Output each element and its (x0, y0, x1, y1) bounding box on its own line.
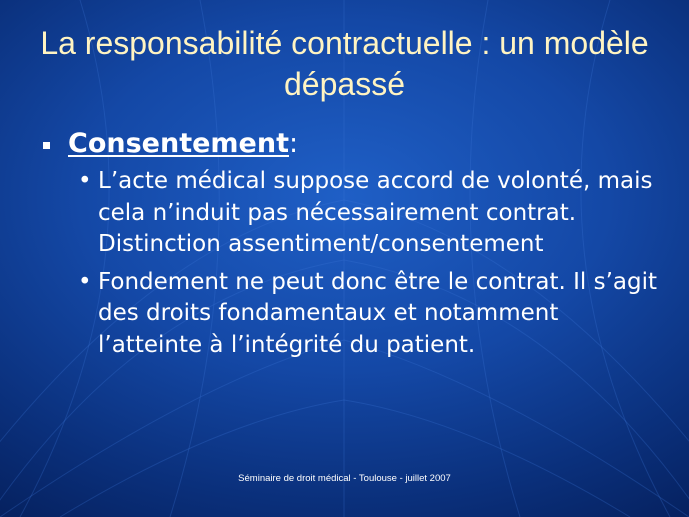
bullet-heading: Consentement (68, 128, 289, 159)
sub-bullet-2 (40, 267, 660, 362)
bullet-consentement (40, 126, 660, 162)
slide-title: La responsabilité contractuelle : un modèle dépassé (40, 25, 649, 102)
slide-footer: Séminaire de droit médical - Toulouse - juillet 2007 (238, 473, 451, 484)
bullet-heading-suffix: : (288, 128, 299, 159)
round-bullet-icon: • (78, 168, 92, 194)
square-bullet-icon (43, 142, 50, 149)
slide-body (40, 126, 660, 361)
sub-bullet-text: Fondement ne peut donc être le contrat. Il s’agit des droits fondamentaux et notamment l’atteinte à l’intégrité du patient. (98, 268, 657, 358)
round-bullet-icon: • (78, 268, 92, 295)
sub-bullet-1 (40, 166, 660, 261)
sub-bullet-text: L’acte médical suppose accord de volonté, mais cela n’induit pas nécessairement contrat. Distinction assentiment/consentement (98, 168, 653, 257)
